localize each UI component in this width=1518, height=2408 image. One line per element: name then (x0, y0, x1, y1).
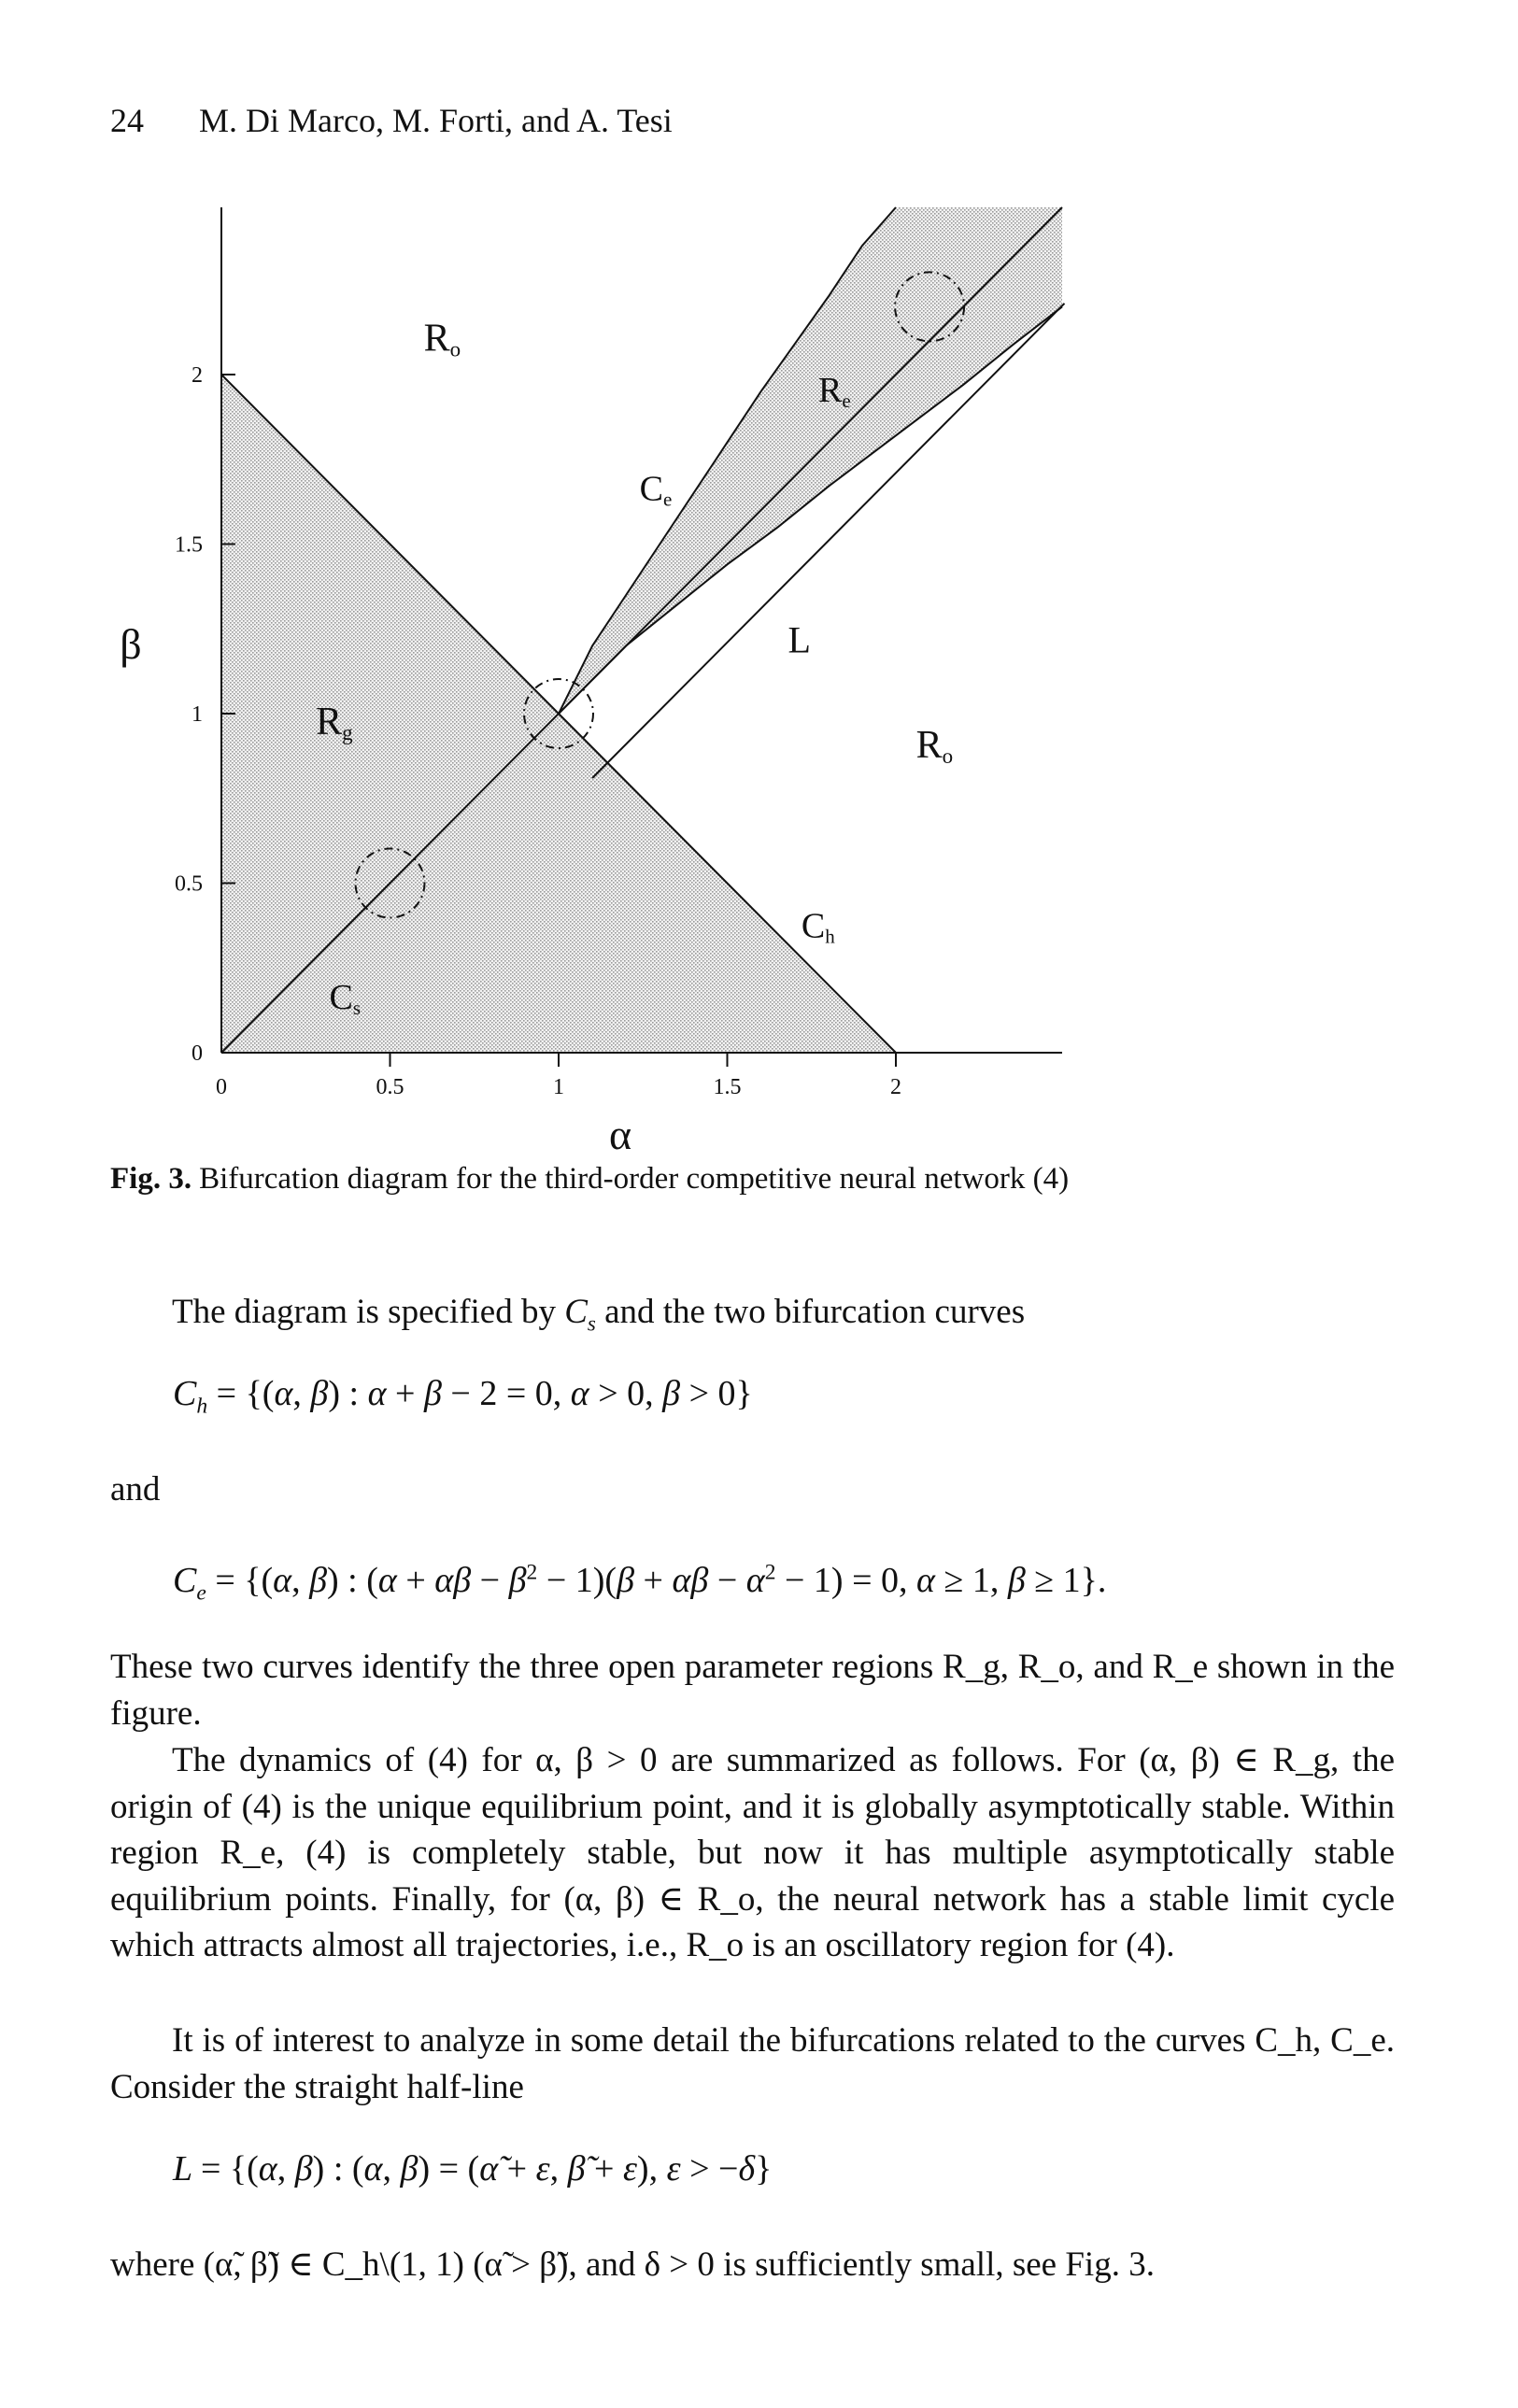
x-tick-label: 2 (890, 1075, 901, 1099)
paragraph-4: It is of interest to analyze in some detail the bifurcations related to the curves C_h, C_e. Consider the straight half-line (110, 2021, 1395, 2106)
figure-caption-text: Bifurcation diagram for the third-order competitive neural network (4) (199, 1162, 1070, 1196)
equation-l: L = {(α, β) : (α, β) = (α̃ + ε, β̃ + ε), ε > −δ} (173, 2149, 773, 2188)
paragraph-1 (110, 1289, 1395, 1347)
paragraph-1-rest: and the two bifurcation curves (604, 1293, 1026, 1331)
y-tick-label: 0.5 (175, 871, 203, 897)
y-tick-label: 0 (192, 1041, 203, 1066)
bifurcation-diagram (0, 0, 1518, 1158)
x-tick-label: 0.5 (376, 1075, 404, 1099)
figure-caption (110, 1162, 1069, 1197)
y-axis-label: β (120, 620, 142, 668)
region-label-r-o-right: Ro (915, 724, 954, 769)
paragraph-1-lead: The diagram is specified by (172, 1293, 556, 1331)
region-label-r-o-top: Ro (423, 317, 461, 361)
curve-label-c-h: Ch (801, 906, 835, 948)
running-header-authors: M. Di Marco, M. Forti, and A. Tesi (199, 102, 673, 139)
paragraph-1-subscript: s (587, 1311, 596, 1336)
region-label-r-g: Rg (316, 700, 353, 744)
equation-c-h: $C_h = \{(\alpha$, β) : α + β − 2 = 0, α > 0, β > 0} (173, 1374, 753, 1419)
y-tick-label: 2 (192, 363, 203, 388)
y-tick-label: 1.5 (175, 532, 203, 558)
page-number: 24 (110, 102, 144, 139)
word-and: and (110, 1470, 161, 1509)
paragraph-2: These two curves identify the three open parameter regions R_g, R_o, and R_e shown in the figure. (110, 1648, 1395, 1733)
paragraph-5: where (α̃, β̃) ∈ C_h\(1, 1) (α̃ > β̃), and δ > 0 is sufficiently small, see Fig. 3. (110, 2245, 1155, 2284)
curve-label-c-s: Cs (329, 977, 362, 1019)
equation-c-e: $C_e = \{(\alpha$, β) : $(\alpha + \alpha\beta - \beta^2 - 1)(\beta + \alpha\beta - \alpha^2 - 1) = 0$, α ≥ 1, β ≥ 1}. (173, 1560, 1107, 1606)
y-tick-label: 1 (192, 702, 203, 727)
curve-label-l: L (787, 618, 811, 661)
x-tick-label: 0 (216, 1075, 227, 1099)
x-tick-label: 1.5 (713, 1075, 742, 1099)
x-tick-label: 1 (553, 1075, 564, 1099)
paragraph-1-symbol: C (564, 1293, 588, 1331)
paragraph-3: The dynamics of (4) for α, β > 0 are summarized as follows. For (α, β) ∈ R_g, the origin of (4) is the unique equilibrium point, and it is globally asymptotically stable. Within region R_e, (4) is completely stable, but now it has multiple asymptotically stable equilibrium points. Finally, for (α, β) ∈ R_o, the neural network has a stable limit cycle which attracts almost all trajectories, i.e., R_o is an oscillatory region for (4). (110, 1741, 1395, 1964)
x-axis-label: α (608, 1111, 632, 1158)
region-label-r-e: Re (817, 371, 851, 413)
figure-caption-label: Fig. 3. (110, 1162, 192, 1196)
curve-label-c-e: Ce (639, 469, 673, 511)
